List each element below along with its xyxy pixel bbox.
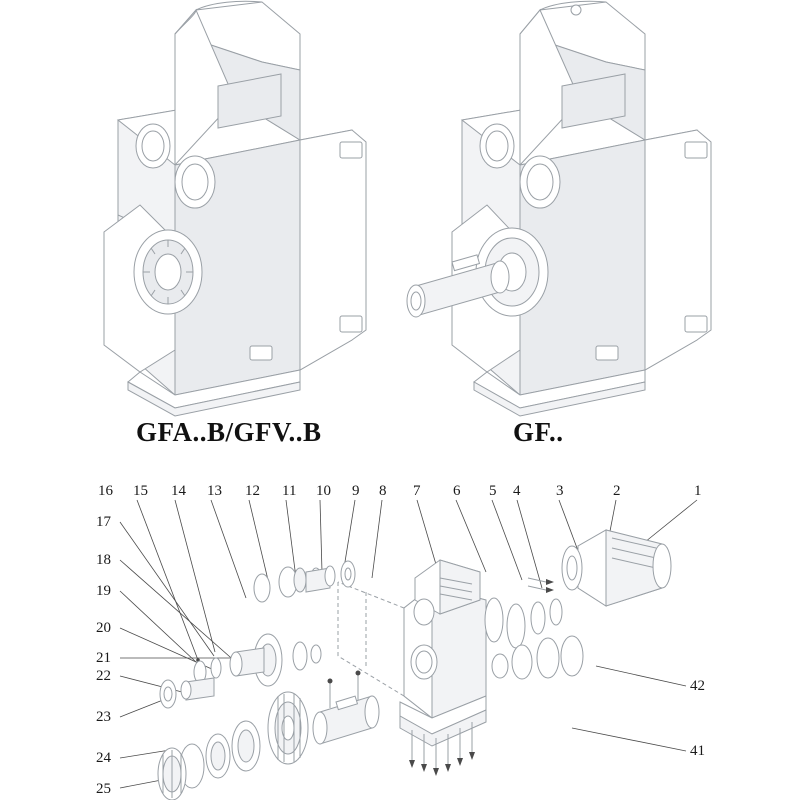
housing-body	[338, 560, 486, 776]
gear-unit-right-view	[407, 1, 711, 416]
callout-19: 19	[96, 583, 111, 599]
caption-right-view: GF..	[513, 417, 564, 447]
motor-adapter	[562, 530, 671, 606]
callout-10: 10	[316, 483, 331, 499]
callout-41: 41	[690, 743, 705, 759]
exploded-view-panel	[0, 460, 800, 800]
callout-20: 20	[96, 620, 111, 636]
callout-5: 5	[489, 483, 497, 499]
callout-23: 23	[96, 709, 111, 725]
input-shaft-assembly	[254, 561, 355, 602]
callout-7: 7	[413, 483, 421, 499]
callout-16: 16	[98, 483, 113, 499]
leader-lines-right	[572, 666, 686, 751]
callout-8: 8	[379, 483, 387, 499]
callout-3: 3	[556, 483, 564, 499]
callout-9: 9	[352, 483, 360, 499]
callout-25: 25	[96, 781, 111, 797]
callout-18: 18	[96, 552, 111, 568]
callout-12: 12	[245, 483, 260, 499]
callout-11: 11	[282, 483, 297, 499]
callout-13: 13	[207, 483, 222, 499]
callout-15: 15	[133, 483, 148, 499]
callout-22: 22	[96, 668, 111, 684]
callout-17: 17	[96, 514, 111, 530]
callout-2: 2	[613, 483, 621, 499]
callout-21: 21	[96, 650, 111, 666]
callout-14: 14	[171, 483, 186, 499]
callout-1: 1	[694, 483, 702, 499]
gear-unit-left-view	[104, 1, 366, 416]
callout-42: 42	[690, 678, 705, 694]
seal-ring-stack	[485, 578, 583, 679]
callout-4: 4	[513, 483, 521, 499]
exploded-view-svg	[0, 460, 800, 800]
caption-left-view: GFA..B/GFV..B	[136, 417, 322, 447]
callout-24: 24	[96, 750, 111, 766]
callout-6: 6	[453, 483, 461, 499]
